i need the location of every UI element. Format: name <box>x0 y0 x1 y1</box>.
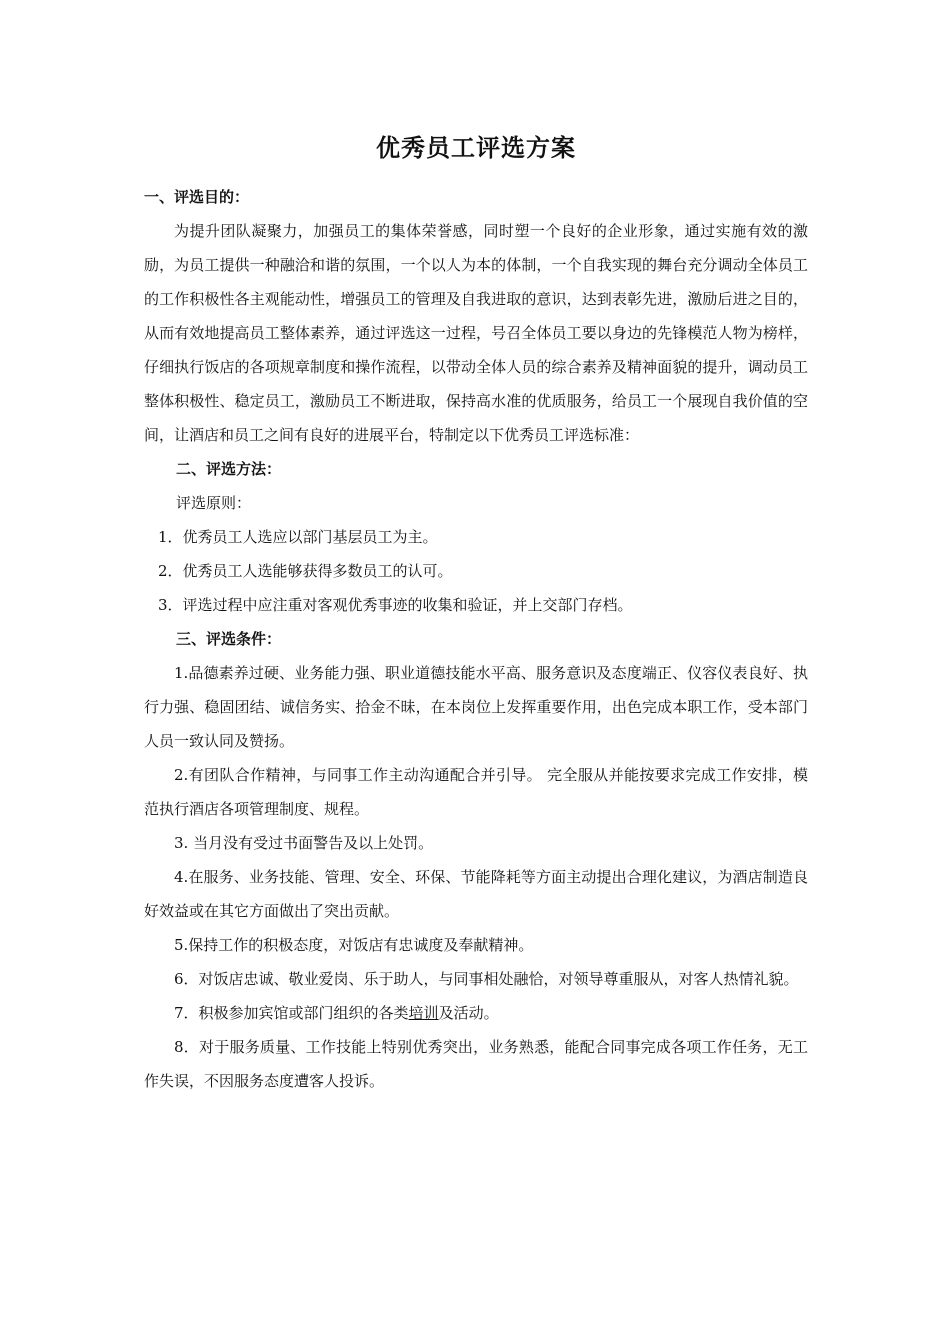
section-3-item-8: 8．对于服务质量、工作技能上特别优秀突出，业务熟悉，能配合同事完成各项工作任务，无工作失误，不因服务态度遭客人投诉。 <box>144 1038 808 1090</box>
section-3-item-7 <box>144 996 808 1030</box>
document-title: 优秀员工评选方案 <box>376 133 576 162</box>
section-2-subheading: 评选原则： <box>176 494 252 512</box>
section-3-heading: 三、评选条件： <box>176 630 282 648</box>
section-1-body: 为提升团队凝聚力，加强员工的集体荣誉感，同时塑一个良好的企业形象，通过实施有效的激励，为员工提供一种融洽和谐的氛围，一个以人为本的体制，一个自我实现的舞台充分调动全体员工的工作积极性各主观能动性，增强员工的管理及自我进取的意识，达到表彰先进，激励后进之目的，从而有效地提高员工整体素养，通过评选这一过程，号召全体员工要以身边的先锋模范人物为榜样，仔细执行饭店的各项规章制度和操作流程，以带动全体人员的综合素养及精神面貌的提升，调动员工整体积极性、稳定员工，激励员工不断进取，保持高水准的优质服务，给员工一个展现自我价值的空间，让酒店和员工之间有良好的进展平台，特制定以下优秀员工评选标准： <box>144 222 808 444</box>
section-3-item-6: 6．对饭店忠诚、敬业爱岗、乐于助人，与同事相处融恰，对领导尊重服从，对客人热情礼貌。 <box>174 970 799 988</box>
item-7-suffix: 及活动。 <box>438 1004 499 1022</box>
section-2-item-1: 1．优秀员工人选应以部门基层员工为主。 <box>158 528 438 546</box>
section-1-heading: 一、评选目的： <box>144 188 250 206</box>
section-3-item-2: 2.有团队合作精神，与同事工作主动沟通配合并引导。 完全服从并能按要求完成工作安排，模范执行酒店各项管理制度、规程。 <box>144 766 808 818</box>
section-3-item-3: 3. 当月没有受过书面警告及以上处罚。 <box>174 834 434 852</box>
section-3-item-1: 1.品德素养过硬、业务能力强、职业道德技能水平高、服务意识及态度端正、仪容仪表良好、执行力强、稳固团结、诚信务实、拾金不昧，在本岗位上发挥重要作用，出色完成本职工作，受本部门人员一致认同及赞扬。 <box>144 664 808 750</box>
section-3-item-5: 5.保持工作的积极态度，对饭店有忠诚度及奉献精神。 <box>174 936 534 954</box>
item-7-prefix: 7．积极参加宾馆或部门组织的各类 <box>174 1004 409 1022</box>
section-3-item-4: 4.在服务、业务技能、管理、安全、环保、节能降耗等方面主动提出合理化建议，为酒店制造良好效益或在其它方面做出了突出贡献。 <box>144 868 808 920</box>
section-2-heading: 二、评选方法： <box>176 460 282 478</box>
item-7-underlined: 培训 <box>408 1004 439 1022</box>
section-2-item-2: 2．优秀员工人选能够获得多数员工的认可。 <box>158 562 453 580</box>
document-page <box>144 128 808 1098</box>
section-2-item-3: 3．评选过程中应注重对客观优秀事迹的收集和验证，并上交部门存档。 <box>158 596 633 614</box>
